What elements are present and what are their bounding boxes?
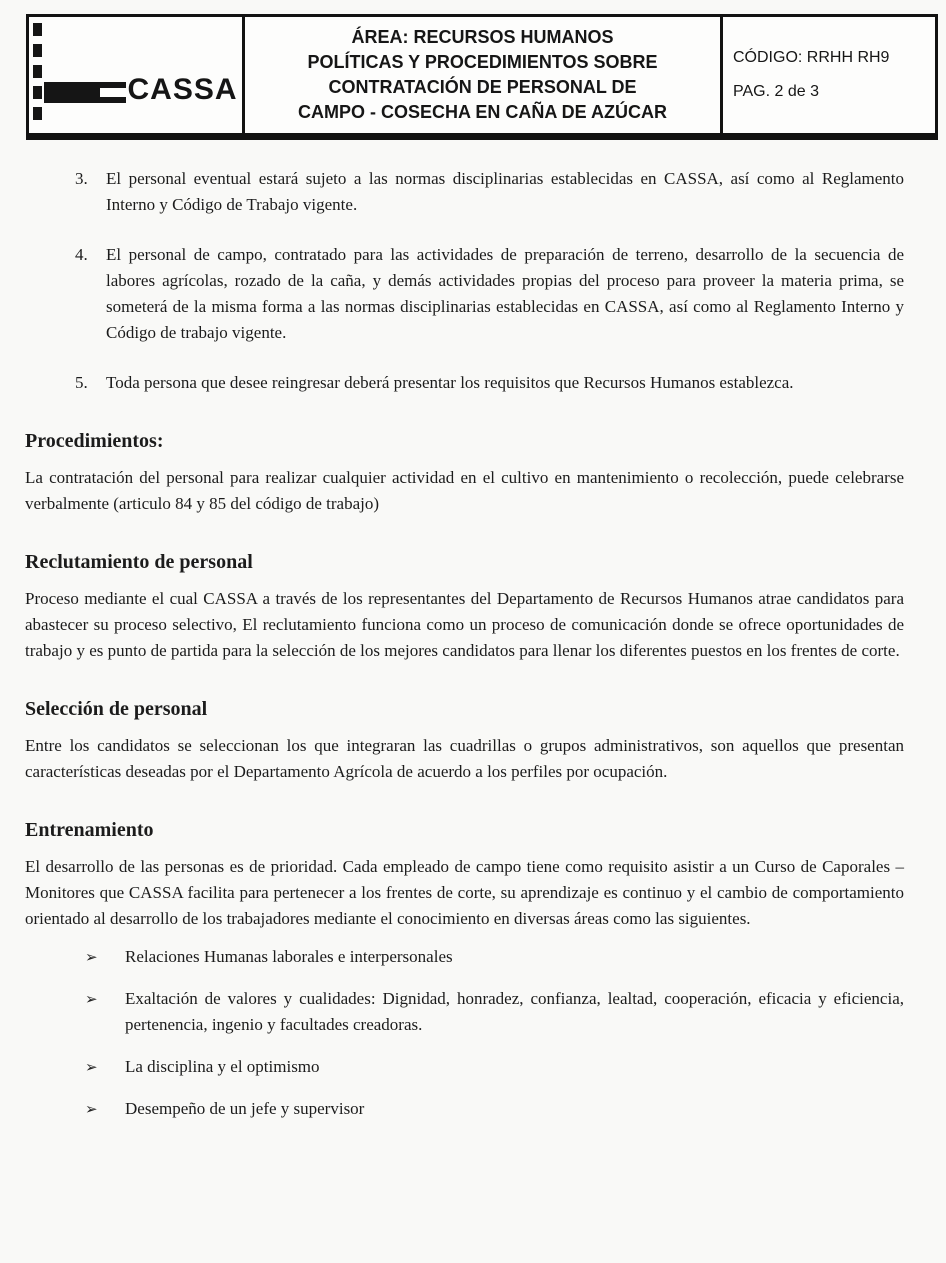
list-item: [85, 1096, 904, 1122]
section-heading: Procedimientos:: [25, 430, 164, 452]
section-heading: Reclutamiento de personal: [25, 551, 253, 573]
section-seleccion: [25, 698, 904, 785]
item-text: Toda persona que desee reingresar deberá presentar los requisitos que Recursos Humanos establezca.: [106, 373, 794, 392]
list-item-text: Relaciones Humanas laborales e interpersonales: [125, 947, 453, 966]
logo-cell: [29, 17, 245, 133]
section-heading: Entrenamiento: [25, 819, 154, 841]
section-body: El desarrollo de las personas es de prioridad. Cada empleado de campo tiene como requisito asistir a un Curso de Caporales – Monitores que CASSA facilita para pertenecer a los frentes de corte, su aprendizaje es continuo y el cambio de comportamiento orientado al desarrollo de los trabajadores mediante el conocimiento en diversas áreas como las siguientes.: [25, 857, 904, 928]
title-line-3: CONTRATACIÓN DE PERSONAL DE: [328, 77, 637, 97]
document-code-cell: [723, 17, 935, 133]
document-header-table: [26, 14, 938, 140]
section-procedimientos: [25, 430, 904, 517]
title-line-1: ÁREA: RECURSOS HUMANOS: [351, 27, 614, 47]
title-line-4: CAMPO - COSECHA EN CAÑA DE AZÚCAR: [298, 102, 667, 122]
cassa-logo-bar-icon: [44, 82, 100, 103]
section-entrenamiento: [25, 819, 904, 932]
item-text: El personal eventual estará sujeto a las normas disciplinarias establecidas en CASSA, así como al Reglamento Interno y Código de Trabajo vigente.: [106, 169, 904, 214]
title-line-2: POLÍTICAS Y PROCEDIMIENTOS SOBRE: [307, 52, 658, 72]
numbered-item-3: [75, 166, 904, 218]
cassa-logo: [33, 19, 237, 131]
document-page: [0, 14, 946, 1263]
item-text: El personal de campo, contratado para las actividades de preparación de terreno, desarrollo de la secuencia de labores agrícolas, rozado de la caña, y demás actividades propias del proceso para proveer la materia prima, se someterá de la misma forma a las normas disciplinarias establecidas en CASSA, así como al Reglamento Interno y Código de trabajo vigente.: [106, 245, 904, 342]
arrowhead-bullet-icon: ➢: [85, 1058, 98, 1076]
list-item-text: La disciplina y el optimismo: [125, 1057, 320, 1076]
page-number: PAG. 2 de 3: [733, 83, 819, 100]
item-number: 3.: [75, 169, 88, 188]
numbered-item-5: [75, 370, 904, 396]
section-body: Proceso mediante el cual CASSA a través de los representantes del Departamento de Recursos Humanos atrae candidatos para abastecer su proceso selectivo, El reclutamiento funciona como un proceso de comunicación donde se ofrece oportunidades de trabajo y es punto de partida para la selección de los mejores candidatos para llenar los diferentes puestos en los frentes de corte.: [25, 589, 904, 660]
arrowhead-bullet-icon: ➢: [85, 1100, 98, 1118]
list-item: [85, 1054, 904, 1080]
section-heading: Selección de personal: [25, 698, 208, 720]
cassa-logo-dashed-mark-icon: [33, 23, 42, 127]
section-body: Entre los candidatos se seleccionan los que integraran las cuadrillas o grupos administrativos, son aquellos que presentan características deseadas por el Departamento Agrícola de acuerdo a los perfiles por ocupación.: [25, 736, 904, 781]
arrowhead-bullet-icon: ➢: [85, 990, 98, 1008]
section-reclutamiento: [25, 551, 904, 664]
document-body: [25, 166, 904, 1122]
section-body: La contratación del personal para realizar cualquier actividad en el cultivo en mantenimiento o recolección, puede celebrarse verbalmente (articulo 84 y 85 del código de trabajo): [25, 468, 904, 513]
list-item-text: Desempeño de un jefe y supervisor: [125, 1099, 365, 1118]
item-number: 5.: [75, 373, 88, 392]
arrowhead-bullet-icon: ➢: [85, 948, 98, 966]
list-item: [85, 944, 904, 970]
cassa-logo-stripe-icon: [100, 82, 126, 103]
document-code: CÓDIGO: RRHH RH9: [733, 49, 890, 66]
item-number: 4.: [75, 245, 88, 264]
document-title-cell: [245, 17, 723, 133]
list-item: [85, 986, 904, 1038]
list-item-text: Exaltación de valores y cualidades: Dignidad, honradez, confianza, lealtad, cooperación, eficacia y eficiencia, pertenencia, ingenio y facultades creadoras.: [125, 989, 904, 1034]
training-topics-list: [25, 944, 904, 1122]
numbered-item-4: [75, 242, 904, 346]
cassa-logo-text: CASSA: [127, 73, 238, 106]
